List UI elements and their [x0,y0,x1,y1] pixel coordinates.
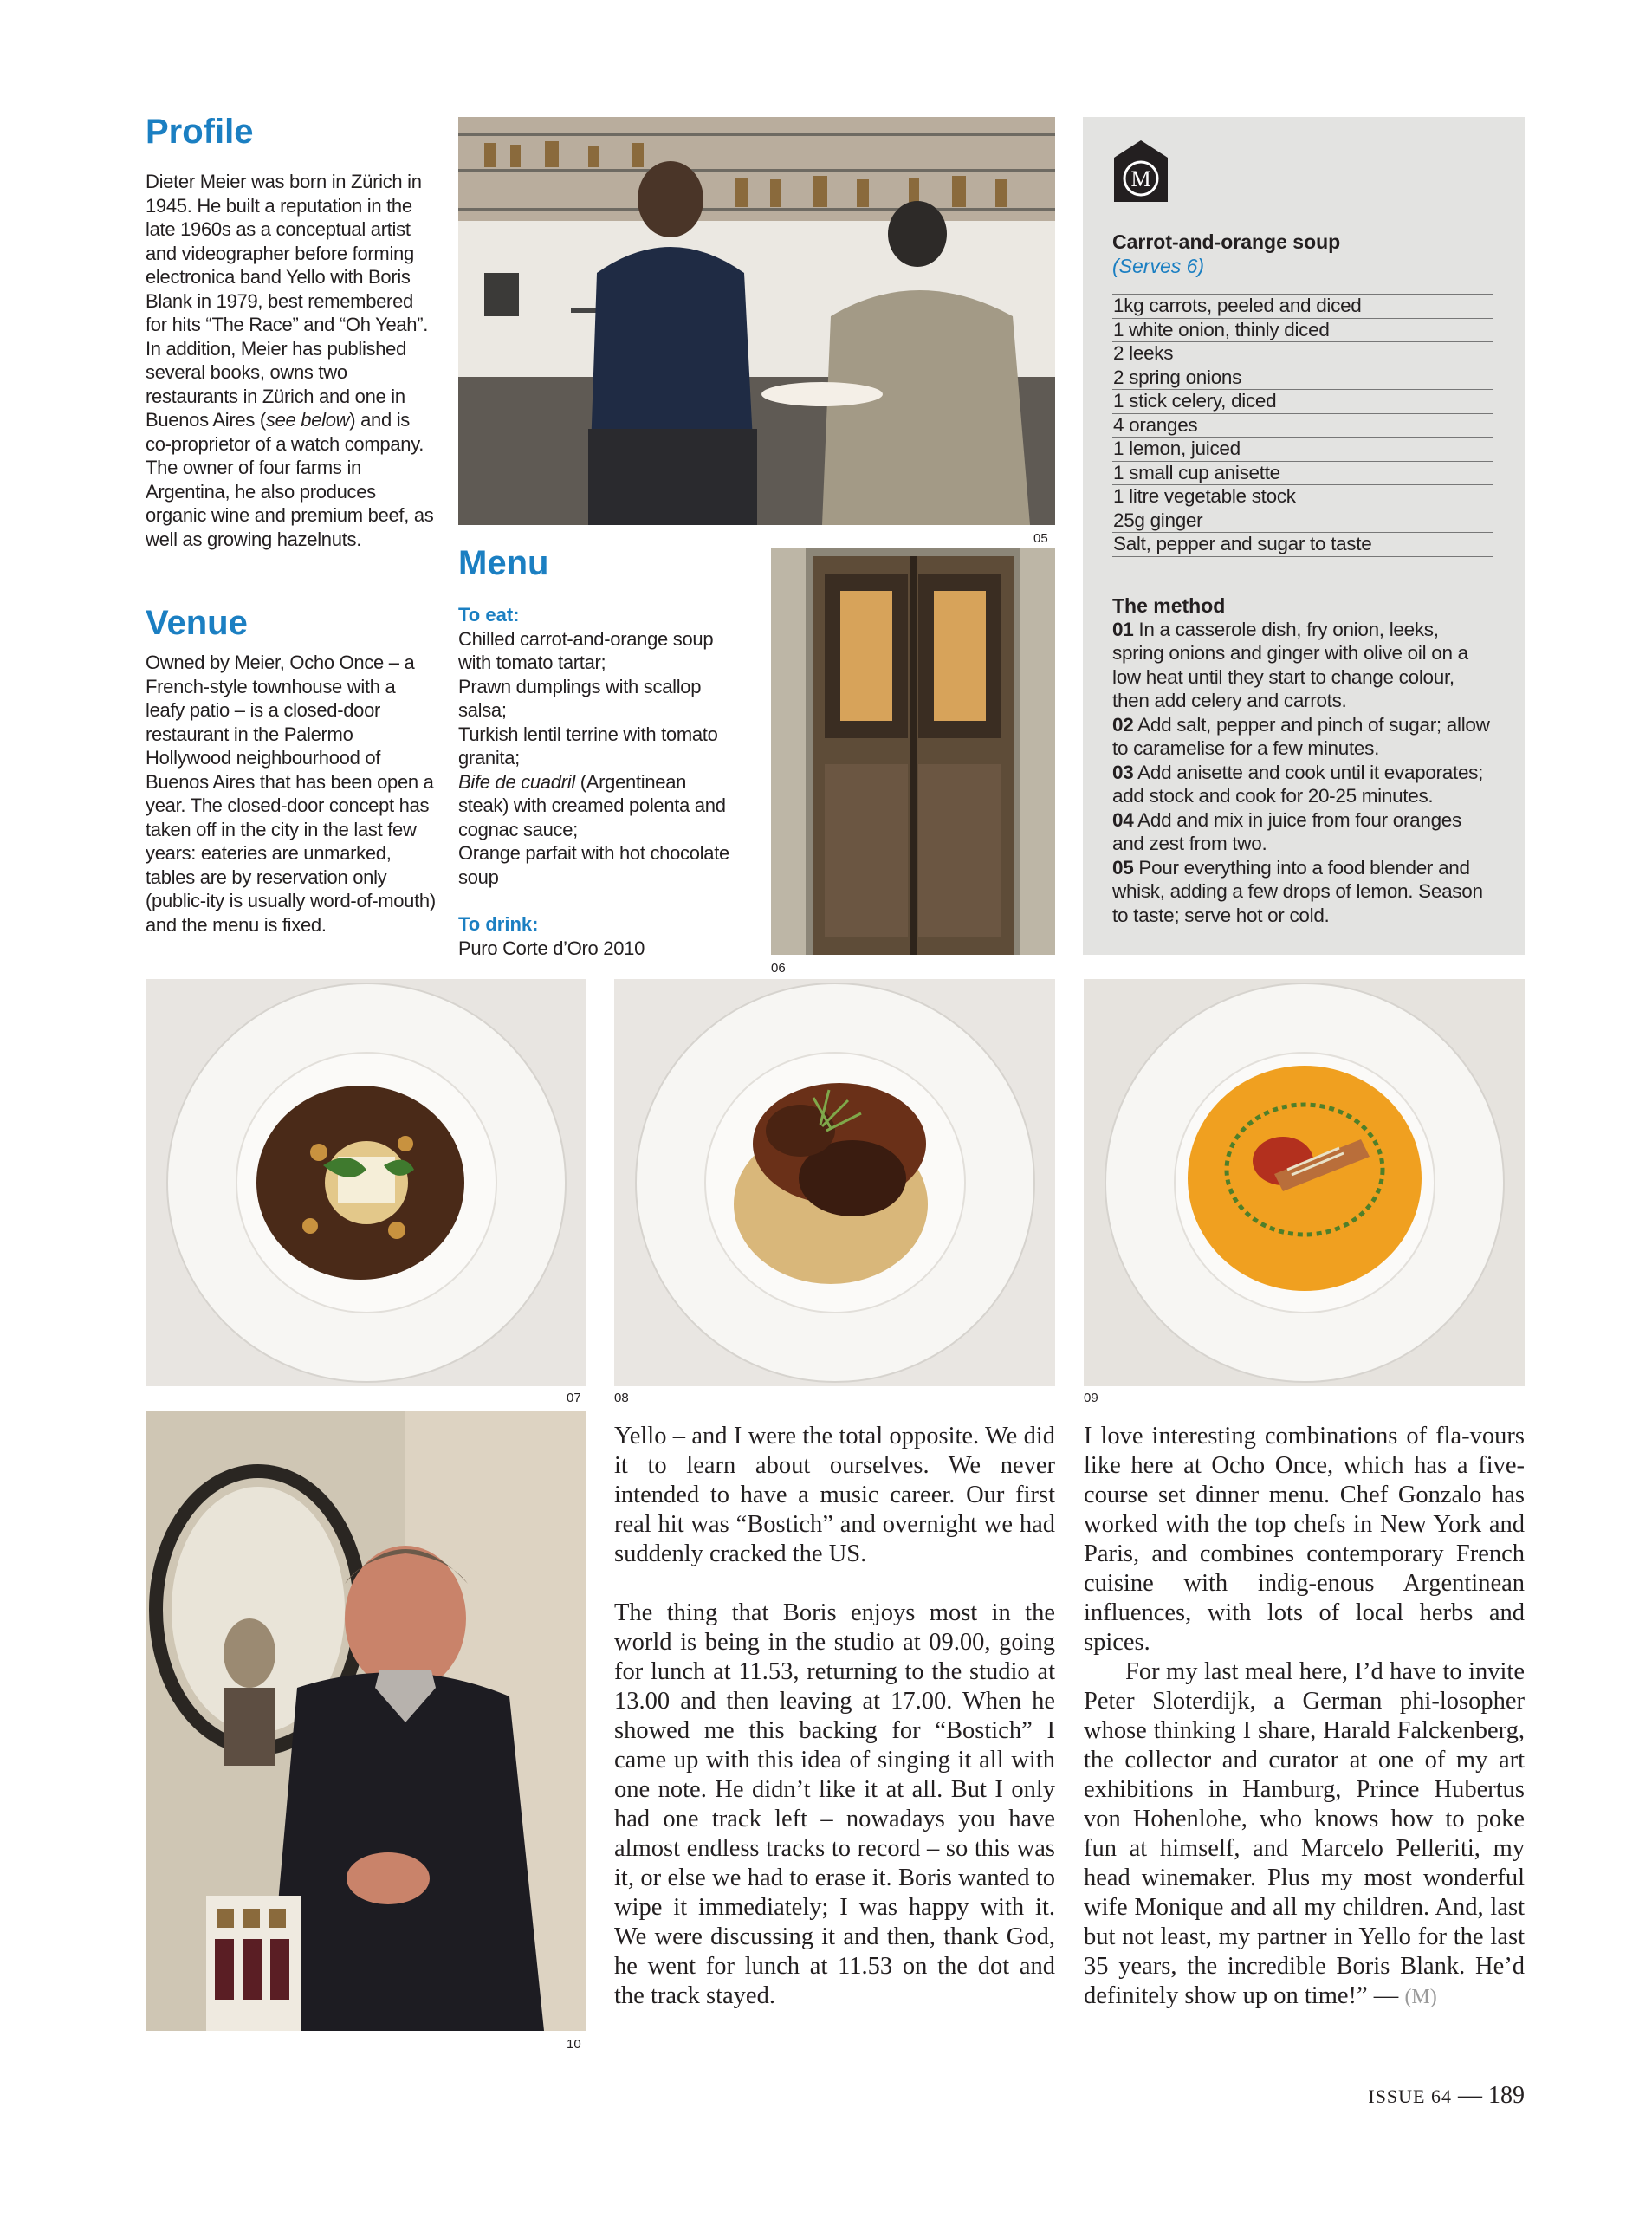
method-step [1112,618,1493,713]
step-number: 03 [1112,761,1134,783]
menu-heading: Menu [458,544,549,582]
issue-label: ISSUE 64 [1368,2085,1452,2107]
ingredient-item: 1 small cup anisette [1112,462,1493,486]
step-text: Add and mix in juice from four oranges and zest from two. [1112,808,1461,854]
method-step [1112,856,1493,928]
menu-item-2: Prawn dumplings with scallop salsa; [458,675,702,721]
ingredient-item: 1 litre vegetable stock [1112,485,1493,509]
article-column-3 [1084,1422,1525,2012]
menu-item-4-rest: (Argentinean steak) with creamed polenta and cognac sauce; [458,770,726,840]
recipe-content [1112,230,1493,927]
recipe-serves: (Serves 6) [1112,255,1205,277]
article-paragraph [1084,1657,1525,2012]
portrait-photo [146,1411,586,2031]
article-paragraph: I love interesting combinations of fla-vours like here at Ocho Once, which has a five-course set dinner menu. Chef Gonzalo has worked with the top chefs in New York and Paris, and combines contemporary French cuisine with indig-enous Argentinean influences, with lots of local herbs and spices. [1084,1423,1525,1656]
step-number: 04 [1112,808,1134,831]
dessert-photo [146,979,586,1386]
recipe-title: Carrot-and-orange soup [1112,230,1341,253]
profile-italic: see below [265,409,350,431]
venue-body: Owned by Meier, Ocho Once – a French-style townhouse with a leafy patio – is a closed-door restaurant in the Palermo Hollywood neighbourhood of Buenos Aires that has been open a year. The closed-door concept has taken off in the city in the last few years: eateries are unmarked, tables are by reservation only (public-ity is usually word-of-mouth) and the menu is fixed. [146,652,436,936]
method-steps [1112,618,1493,928]
ingredient-item: 1kg carrots, peeled and diced [1112,295,1493,319]
kitchen-photo [458,117,1055,525]
profile-heading: Profile [146,113,254,151]
step-number: 01 [1112,618,1134,640]
ingredients-list [1112,294,1493,557]
menu-item-4 [458,770,735,842]
menu-item-3: Turkish lentil terrine with tomato granita; [458,723,718,769]
method-step [1112,808,1493,856]
caption-06: 06 [771,961,786,976]
folio-dash: — [1452,2082,1488,2109]
profile-section [146,113,436,551]
step-text: Pour everything into a food blender and whisk, adding a few drops of lemon. Season to taste; serve hot or cold. [1112,856,1483,926]
article-paragraph-text: For my last meal here, I’d have to invite Peter Sloterdijk, a German phi-losopher whose thinking I share, Harald Falckenberg, the collector and curator at one of my art exhibitions in Hamburg, Prince Hubertus von Hohenlohe, who knows how to poke fun at himself, and Marcelo Pelleriti, my head winemaker. Plus my most wonderful wife Monique and all my children. And, last but not least, my partner in Yello for the last 35 years, the incredible Boris Blank. He’d definitely show up on time!” — [1084,1658,1525,2009]
end-sign: (M) [1404,1986,1437,2008]
profile-body [146,170,436,551]
door-photo [771,548,1055,955]
step-number: 02 [1112,713,1134,736]
page-folio [1368,2081,1525,2111]
article-paragraph: The thing that Boris enjoys most in the world is being in the studio at 09.00, going for lunch at 11.53, returning to the studio at 13.00 and then leaving at 17.00. When he showed me this backing for “Bostich” I came up with this idea of singing it all with one note. He didn’t like it at all. But I only had one track left – nowadays you have almost endless tracks to record – so this was it, or else we had to erase it. Boris wanted to wipe it immediately; I was happy with it. We were discussing it and then, thank God, he went for lunch at 11.53 on the dot and the track stayed. [614,1599,1055,2009]
caption-09: 09 [1084,1391,1098,1405]
menu-drink: Puro Corte d’Oro 2010 [458,937,645,959]
ingredient-item: 2 leeks [1112,342,1493,366]
venue-heading: Venue [146,604,248,642]
article-paragraph: Yello – and I were the total opposite. We did it to learn about ourselves. We never intended to have a music career. Our first real hit was “Bostich” and overnight we had suddenly cracked the US. [614,1423,1055,1567]
article-column-2 [614,1422,1055,2011]
profile-text-end: ) and is co-proprietor of a watch company. The owner of four farms in Argentina, he also produces organic wine and premium beef, as well as growing hazelnuts. [146,409,434,550]
menu-item-4-italic: Bife de cuadril [458,770,575,793]
method-heading: The method [1112,593,1226,617]
steak-photo [614,979,1055,1386]
method-step [1112,713,1493,761]
caption-08: 08 [614,1391,629,1405]
to-drink-label: To drink: [458,913,539,935]
recipe-box [1083,117,1525,955]
venue-section [146,604,436,937]
soup-photo [1084,979,1525,1386]
ingredient-item: 1 white onion, thinly diced [1112,319,1493,343]
ingredient-item: 2 spring onions [1112,366,1493,391]
to-eat-label: To eat: [458,604,520,626]
ingredient-item: 25g ginger [1112,509,1493,534]
menu-item-5: Orange parfait with hot chocolate soup [458,842,729,888]
step-number: 05 [1112,856,1134,879]
monocle-logo-icon [1112,139,1169,204]
ingredient-item: Salt, pepper and sugar to taste [1112,533,1493,557]
step-text: Add anisette and cook until it evaporates; add stock and cook for 20-25 minutes. [1112,761,1484,807]
ingredient-item: 1 stick celery, diced [1112,390,1493,414]
caption-07: 07 [567,1391,581,1405]
profile-text: Dieter Meier was born in Zürich in 1945. He built a reputation in the late 1960s as a conceptual artist and videographer before forming electronica band Yello with Boris Blank in 1979, best remembered for hits “The Race” and “Oh Yeah”. In addition, Meier has published several books, owns two restaurants in Zürich and one in Buenos Aires ( [146,171,429,431]
svg-text:M: M [1130,166,1151,191]
caption-05: 05 [1033,531,1048,546]
method-step [1112,761,1493,808]
ingredient-item: 4 oranges [1112,414,1493,438]
caption-10: 10 [567,2037,581,2052]
page-number: 189 [1488,2082,1525,2109]
menu-section [458,544,735,960]
step-text: In a casserole dish, fry onion, leeks, spring onions and ginger with olive oil on a low heat until they start to change colour, then add celery and carrots. [1112,618,1468,711]
menu-item-1: Chilled carrot-and-orange soup with tomato tartar; [458,627,714,673]
ingredient-item: 1 lemon, juiced [1112,438,1493,462]
step-text: Add salt, pepper and pinch of sugar; allow to caramelise for a few minutes. [1112,713,1490,759]
